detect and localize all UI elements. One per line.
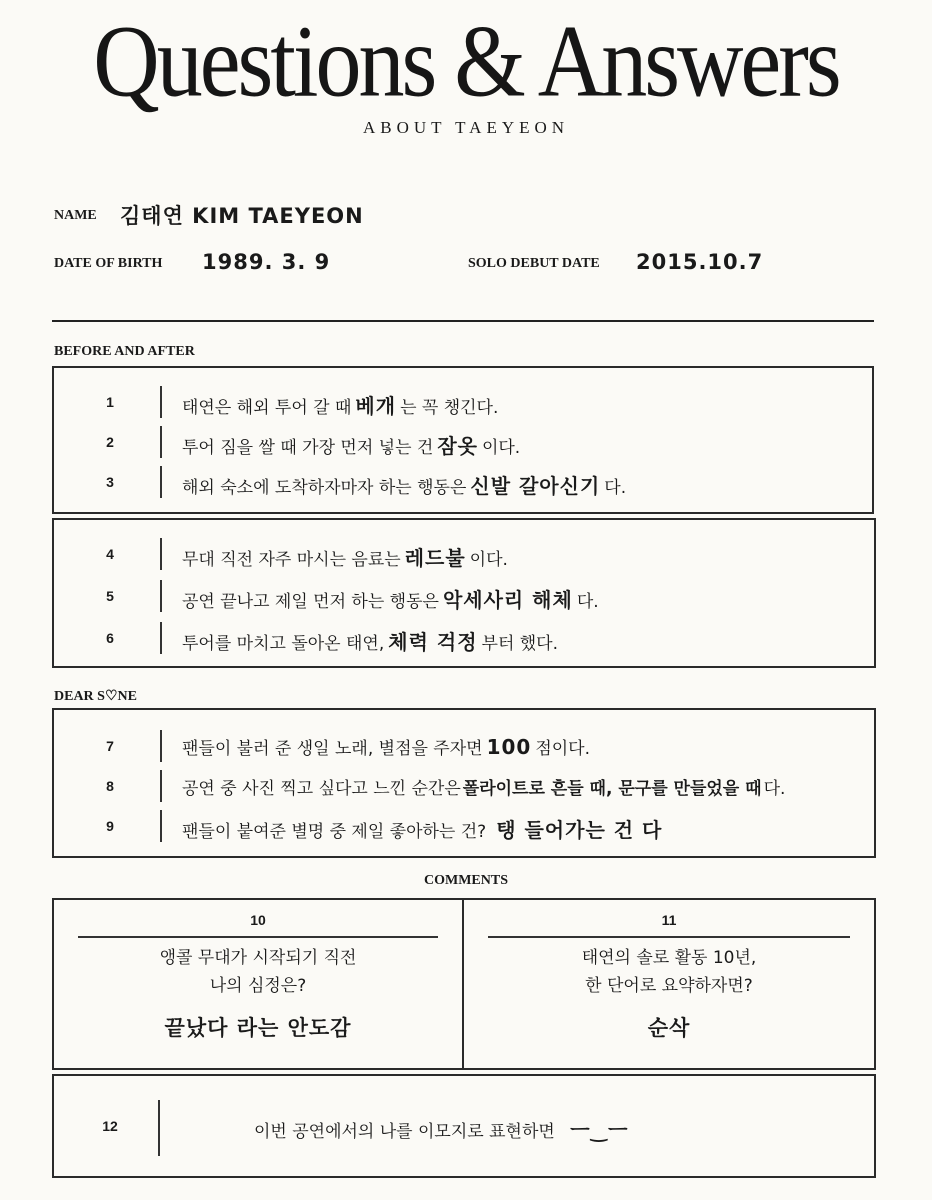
question-box-12 xyxy=(52,1074,876,1178)
row-divider xyxy=(160,730,162,762)
question-prefix: 투어 짐을 쌀 때 가장 먼저 넣는 건 xyxy=(182,438,434,458)
comment-box-10 xyxy=(52,898,464,1070)
comment-divider xyxy=(78,936,438,938)
question-text xyxy=(182,774,785,799)
question-row xyxy=(54,766,874,806)
comment-number: 11 xyxy=(661,912,677,928)
question-text xyxy=(182,814,666,843)
section-dear-sone: DEAR S♡NE xyxy=(54,689,137,704)
row-divider xyxy=(160,386,162,418)
question-row xyxy=(54,534,874,574)
question-prefix: 팬들이 붙여준 별명 중 제일 좋아하는 건? xyxy=(182,822,487,842)
question-suffix: 다. xyxy=(763,779,786,799)
question-number: 12 xyxy=(102,1118,118,1134)
question-row xyxy=(54,618,874,658)
question-row xyxy=(54,806,874,846)
question-text xyxy=(182,734,590,759)
question-prefix: 공연 중 사진 찍고 싶다고 느낀 순간은 xyxy=(182,779,461,799)
row-divider xyxy=(160,580,162,612)
question-number: 7 xyxy=(106,738,114,754)
debut-label: SOLO DEBUT DATE xyxy=(468,256,600,271)
question-number: 1 xyxy=(106,394,114,410)
question-row xyxy=(54,726,874,766)
comment-divider xyxy=(488,936,850,938)
row-divider xyxy=(160,622,162,654)
comment-answer: 순삭 xyxy=(647,1016,691,1040)
handwritten-answer: 베개 xyxy=(355,394,397,418)
question-suffix: 이다. xyxy=(481,438,521,458)
question-prefix: 무대 직전 자주 마시는 음료는 xyxy=(182,550,401,570)
question-number: 9 xyxy=(106,818,114,834)
section-comments: COMMENTS xyxy=(424,873,508,888)
page-title: Questions & Answers xyxy=(93,3,839,119)
question-prefix: 팬들이 불러 준 생일 노래, 별점을 주자면 xyxy=(182,739,483,759)
handwritten-answer: 신발 갈아신기 xyxy=(470,474,601,498)
question-suffix: 는 꼭 챙긴다. xyxy=(400,398,499,418)
question-prefix: 공연 끝나고 제일 먼저 하는 행동은 xyxy=(182,592,439,612)
row-divider xyxy=(158,1100,160,1156)
question-suffix: 점이다. xyxy=(535,739,590,759)
question-box-1 xyxy=(52,366,874,514)
question-row xyxy=(54,576,874,616)
emoji-answer: ㅡ‿ㅡ xyxy=(570,1118,629,1142)
row-divider xyxy=(160,466,162,498)
row-divider xyxy=(160,810,162,842)
handwritten-answer: 레드불 xyxy=(404,546,466,570)
question-text xyxy=(182,584,599,613)
handwritten-answer: 악세사리 해체 xyxy=(442,588,573,612)
handwritten-answer: 체력 걱정 xyxy=(388,630,478,654)
question-prefix: 투어를 마치고 돌아온 태연, xyxy=(182,634,385,654)
comment-question xyxy=(464,944,874,1000)
question-suffix: 다. xyxy=(604,478,627,498)
dob-value: 1989. 3. 9 xyxy=(202,250,331,274)
question-suffix: 부터 했다. xyxy=(481,634,559,654)
question-number: 2 xyxy=(106,434,114,450)
question-text xyxy=(254,1114,632,1143)
question-text xyxy=(182,390,498,419)
question-box-3 xyxy=(52,708,876,858)
handwritten-answer: 탱 들어가는 건 다 xyxy=(496,818,663,842)
comment-question-line: 나의 심정은? xyxy=(209,976,307,996)
row-divider xyxy=(160,770,162,802)
question-number: 6 xyxy=(106,630,114,646)
comment-question xyxy=(54,944,462,1000)
handwritten-answer: 잠옷 xyxy=(437,434,478,458)
handwritten-answer: 100 xyxy=(486,735,532,759)
question-prefix: 해외 숙소에 도착하자마자 하는 행동은 xyxy=(182,478,467,498)
comment-question-line: 앵콜 무대가 시작되기 직전 xyxy=(159,948,357,968)
comment-question-line: 한 단어로 요약하자면? xyxy=(585,976,753,996)
question-text xyxy=(182,430,520,459)
question-box-2 xyxy=(52,518,876,668)
question-number: 3 xyxy=(106,474,114,490)
row-divider xyxy=(160,538,162,570)
handwritten-answer: 폴라이트로 흔들 때, 문구를 만들었을 때 xyxy=(462,779,762,799)
section-before-after: BEFORE AND AFTER xyxy=(54,344,195,359)
question-text xyxy=(182,542,508,571)
dob-label: DATE OF BIRTH xyxy=(54,256,163,271)
question-number: 5 xyxy=(106,588,114,604)
question-text xyxy=(182,470,626,499)
comment-answer: 끝났다 라는 안도감 xyxy=(164,1016,352,1040)
name-value: 김태연 KIM TAEYEON xyxy=(120,204,364,228)
question-suffix: 이다. xyxy=(469,550,508,570)
question-number: 8 xyxy=(106,778,114,794)
header-divider xyxy=(52,320,874,322)
question-row xyxy=(54,462,872,502)
comment-box-11 xyxy=(462,898,876,1070)
page-subtitle: ABOUT TAEYEON xyxy=(362,118,570,137)
name-label: NAME xyxy=(54,208,97,223)
question-row xyxy=(54,422,872,462)
debut-value: 2015.10.7 xyxy=(636,250,764,274)
row-divider xyxy=(160,426,162,458)
question-suffix: 다. xyxy=(576,592,599,612)
comment-number: 10 xyxy=(250,912,266,928)
question-prefix: 이번 공연에서의 나를 이모지로 표현하면 xyxy=(254,1122,555,1142)
question-number: 4 xyxy=(106,546,114,562)
comment-question-line: 태연의 솔로 활동 10년, xyxy=(581,948,757,968)
question-text xyxy=(182,626,558,655)
question-row xyxy=(54,382,872,422)
question-prefix: 태연은 해외 투어 갈 때 xyxy=(182,398,352,418)
